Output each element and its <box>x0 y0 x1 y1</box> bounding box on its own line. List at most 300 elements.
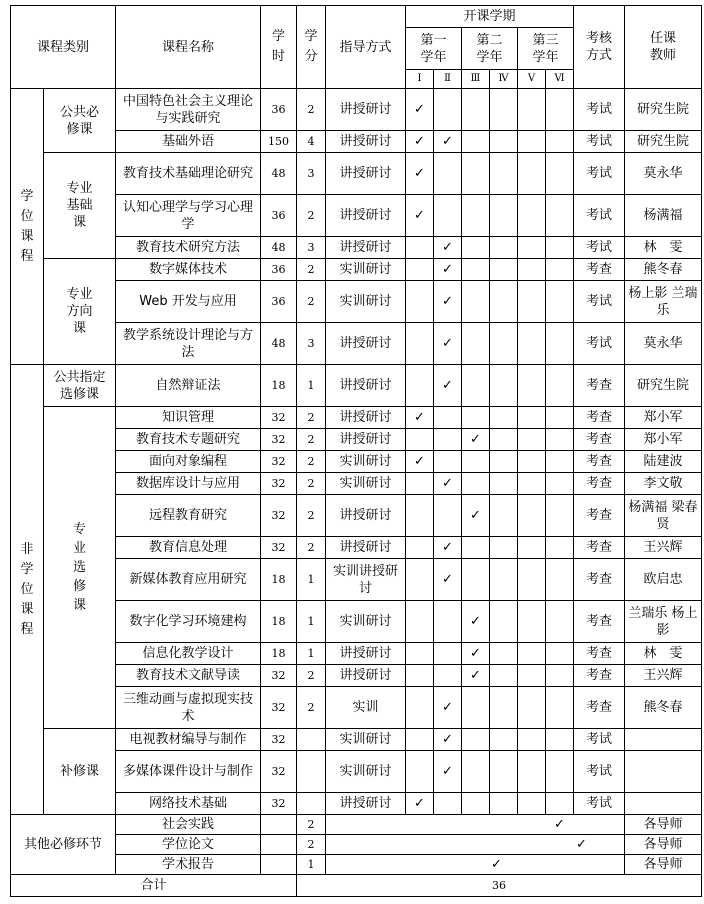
course-teacher: 郑小军 <box>625 429 702 451</box>
semester-mark <box>546 237 574 259</box>
course-hours: 32 <box>261 751 297 793</box>
course-teacher: 郑小军 <box>625 407 702 429</box>
course-exam: 考试 <box>574 729 625 751</box>
semester-mark: ✓ <box>462 665 490 687</box>
semester-mark <box>546 195 574 237</box>
header-teacher: 任课教师 <box>625 6 702 89</box>
course-method: 实训研讨 <box>326 601 406 643</box>
course-name: 新媒体教育应用研究 <box>116 559 261 601</box>
group-degree: 学位课程 <box>11 89 44 365</box>
course-teacher <box>625 793 702 815</box>
course-teacher: 莫永华 <box>625 323 702 365</box>
course-teacher: 莫永华 <box>625 153 702 195</box>
semester-mark <box>462 559 490 601</box>
course-method: 实训研讨 <box>326 259 406 281</box>
header-year1: 第一学年 <box>406 28 462 70</box>
semester-mark <box>490 131 518 153</box>
semester-mark: ✓ <box>462 643 490 665</box>
course-credits: 2 <box>297 429 326 451</box>
other-credits: 2 <box>297 815 326 835</box>
sub-public-required: 公共必修课 <box>44 89 116 153</box>
semester-mark <box>546 131 574 153</box>
semester-mark <box>434 89 462 131</box>
table-row <box>11 815 702 835</box>
semester-mark <box>490 429 518 451</box>
course-name: 教学系统设计理论与方法 <box>116 323 261 365</box>
semester-mark <box>434 407 462 429</box>
course-hours: 18 <box>261 365 297 407</box>
semester-mark: ✓ <box>434 473 462 495</box>
semester-mark <box>546 495 574 537</box>
course-exam: 考试 <box>574 153 625 195</box>
semester-mark: ✓ <box>434 259 462 281</box>
course-teacher: 林 雯 <box>625 643 702 665</box>
semester-mark: ✓ <box>434 537 462 559</box>
semester-mark <box>434 601 462 643</box>
semester-mark <box>462 131 490 153</box>
course-exam: 考查 <box>574 429 625 451</box>
course-name: 中国特色社会主义理论与实践研究 <box>116 89 261 131</box>
semester-mark: ✓ <box>434 281 462 323</box>
semester-mark: ✓ <box>434 131 462 153</box>
semester-mark <box>518 195 546 237</box>
table-row <box>11 89 702 131</box>
course-teacher: 王兴辉 <box>625 665 702 687</box>
course-method: 讲授研讨 <box>326 407 406 429</box>
semester-mark <box>406 429 434 451</box>
semester-mark <box>434 665 462 687</box>
semester-mark <box>434 643 462 665</box>
header-name: 课程名称 <box>116 6 261 89</box>
semester-mark <box>462 195 490 237</box>
course-hours: 48 <box>261 153 297 195</box>
semester-mark <box>406 473 434 495</box>
semester-mark <box>406 537 434 559</box>
semester-mark <box>462 323 490 365</box>
semester-mark <box>518 237 546 259</box>
semester-mark: ✓ <box>462 495 490 537</box>
semester-mark <box>518 131 546 153</box>
group-other: 其他必修环节 <box>11 815 116 875</box>
course-credits: 2 <box>297 195 326 237</box>
semester-mark <box>462 365 490 407</box>
semester-mark <box>406 495 434 537</box>
course-credits: 2 <box>297 473 326 495</box>
semester-mark: ✓ <box>434 729 462 751</box>
header-method: 指导方式 <box>326 6 406 89</box>
semester-mark <box>518 793 546 815</box>
semester-mark <box>406 365 434 407</box>
course-credits: 2 <box>297 407 326 429</box>
other-semester-mark: ✓ <box>326 815 625 835</box>
other-credits: 2 <box>297 835 326 855</box>
semester-mark: ✓ <box>406 451 434 473</box>
course-hours: 150 <box>261 131 297 153</box>
course-credits: 2 <box>297 665 326 687</box>
header-sem-2: Ⅱ <box>434 70 462 89</box>
course-teacher: 王兴辉 <box>625 537 702 559</box>
semester-mark <box>546 559 574 601</box>
course-name: Web 开发与应用 <box>116 281 261 323</box>
semester-mark <box>518 559 546 601</box>
course-name: 面向对象编程 <box>116 451 261 473</box>
course-exam: 考试 <box>574 131 625 153</box>
semester-mark <box>490 365 518 407</box>
semester-mark <box>462 259 490 281</box>
course-method: 实训研讨 <box>326 751 406 793</box>
semester-mark <box>462 537 490 559</box>
semester-mark <box>546 281 574 323</box>
semester-mark <box>546 365 574 407</box>
course-exam: 考查 <box>574 665 625 687</box>
course-hours: 36 <box>261 281 297 323</box>
course-exam: 考查 <box>574 473 625 495</box>
semester-mark <box>518 537 546 559</box>
semester-mark <box>518 281 546 323</box>
header-sem-1: Ⅰ <box>406 70 434 89</box>
semester-mark <box>406 323 434 365</box>
semester-mark <box>518 751 546 793</box>
semester-mark: ✓ <box>406 793 434 815</box>
course-name: 基础外语 <box>116 131 261 153</box>
course-teacher: 兰瑞乐 杨上影 <box>625 601 702 643</box>
course-teacher <box>625 751 702 793</box>
course-method: 实训研讨 <box>326 729 406 751</box>
other-name: 社会实践 <box>116 815 261 835</box>
semester-mark <box>518 643 546 665</box>
course-credits <box>297 793 326 815</box>
semester-mark <box>490 495 518 537</box>
semester-mark <box>518 729 546 751</box>
table-row <box>11 407 702 429</box>
semester-mark <box>434 153 462 195</box>
course-hours: 32 <box>261 665 297 687</box>
semester-mark <box>518 451 546 473</box>
semester-mark <box>518 89 546 131</box>
course-credits: 2 <box>297 495 326 537</box>
semester-mark <box>462 281 490 323</box>
semester-mark <box>490 407 518 429</box>
semester-mark <box>434 793 462 815</box>
semester-mark <box>518 601 546 643</box>
header-semester: 开课学期 <box>406 6 574 28</box>
sub-supplementary: 补修课 <box>44 729 116 815</box>
course-exam: 考查 <box>574 495 625 537</box>
semester-mark: ✓ <box>406 153 434 195</box>
course-name: 自然辩证法 <box>116 365 261 407</box>
header-sem-3: Ⅲ <box>462 70 490 89</box>
semester-mark <box>546 687 574 729</box>
semester-mark <box>490 259 518 281</box>
course-credits: 2 <box>297 687 326 729</box>
course-exam: 考查 <box>574 259 625 281</box>
semester-mark <box>434 451 462 473</box>
course-hours: 32 <box>261 729 297 751</box>
course-hours: 48 <box>261 323 297 365</box>
semester-mark <box>490 195 518 237</box>
course-credits <box>297 751 326 793</box>
semester-mark <box>406 259 434 281</box>
course-credits: 2 <box>297 89 326 131</box>
semester-mark <box>406 729 434 751</box>
course-hours: 32 <box>261 793 297 815</box>
semester-mark <box>490 237 518 259</box>
semester-mark <box>490 751 518 793</box>
semester-mark: ✓ <box>434 365 462 407</box>
course-exam: 考查 <box>574 601 625 643</box>
course-credits: 2 <box>297 281 326 323</box>
semester-mark <box>546 259 574 281</box>
semester-mark <box>434 495 462 537</box>
semester-mark: ✓ <box>462 429 490 451</box>
course-hours: 32 <box>261 687 297 729</box>
semester-mark <box>546 793 574 815</box>
semester-mark <box>490 793 518 815</box>
course-method: 讲授研讨 <box>326 365 406 407</box>
other-hours <box>261 815 297 835</box>
other-name: 学位论文 <box>116 835 261 855</box>
semester-mark: ✓ <box>406 407 434 429</box>
semester-mark <box>546 537 574 559</box>
course-name: 教育技术专题研究 <box>116 429 261 451</box>
semester-mark: ✓ <box>434 687 462 729</box>
header-sem-5: Ⅴ <box>518 70 546 89</box>
semester-mark <box>518 495 546 537</box>
course-exam: 考试 <box>574 751 625 793</box>
course-method: 讲授研讨 <box>326 495 406 537</box>
semester-mark <box>434 195 462 237</box>
course-name: 网络技术基础 <box>116 793 261 815</box>
other-name: 学术报告 <box>116 855 261 875</box>
semester-mark <box>462 237 490 259</box>
course-teacher: 杨满福 <box>625 195 702 237</box>
course-credits: 3 <box>297 237 326 259</box>
course-credits: 4 <box>297 131 326 153</box>
course-method: 讲授研讨 <box>326 323 406 365</box>
semester-mark <box>406 665 434 687</box>
semester-mark <box>462 751 490 793</box>
semester-mark <box>546 89 574 131</box>
semester-mark <box>546 601 574 643</box>
semester-mark: ✓ <box>434 751 462 793</box>
course-credits: 2 <box>297 259 326 281</box>
total-value: 36 <box>297 875 702 897</box>
course-hours: 36 <box>261 89 297 131</box>
semester-mark <box>406 237 434 259</box>
semester-mark <box>518 365 546 407</box>
semester-mark <box>546 153 574 195</box>
course-teacher: 林 雯 <box>625 237 702 259</box>
other-hours <box>261 835 297 855</box>
header-sem-4: Ⅳ <box>490 70 518 89</box>
other-semester-mark: ✓ <box>326 855 625 875</box>
course-method: 讲授研讨 <box>326 429 406 451</box>
course-teacher <box>625 729 702 751</box>
semester-mark: ✓ <box>434 559 462 601</box>
semester-mark: ✓ <box>434 237 462 259</box>
semester-mark <box>518 153 546 195</box>
course-name: 教育技术文献导读 <box>116 665 261 687</box>
table-row <box>11 259 702 281</box>
course-name: 数据库设计与应用 <box>116 473 261 495</box>
course-name: 电视教材编导与制作 <box>116 729 261 751</box>
total-label: 合计 <box>11 875 297 897</box>
course-credits <box>297 729 326 751</box>
semester-mark <box>406 643 434 665</box>
other-teacher: 各导师 <box>625 815 702 835</box>
course-teacher: 陆建波 <box>625 451 702 473</box>
semester-mark: ✓ <box>434 323 462 365</box>
course-name: 信息化教学设计 <box>116 643 261 665</box>
semester-mark <box>546 407 574 429</box>
semester-mark <box>490 537 518 559</box>
semester-mark <box>462 153 490 195</box>
course-teacher: 研究生院 <box>625 89 702 131</box>
course-credits: 1 <box>297 601 326 643</box>
course-teacher: 研究生院 <box>625 131 702 153</box>
course-method: 讲授研讨 <box>326 89 406 131</box>
course-method: 讲授研讨 <box>326 153 406 195</box>
course-exam: 考试 <box>574 237 625 259</box>
semester-mark <box>490 559 518 601</box>
course-hours: 18 <box>261 559 297 601</box>
semester-mark <box>518 665 546 687</box>
semester-mark <box>490 89 518 131</box>
course-credits: 2 <box>297 537 326 559</box>
course-exam: 考试 <box>574 793 625 815</box>
course-method: 实训研讨 <box>326 281 406 323</box>
sub-major-elective: 专业选修课 <box>44 407 116 729</box>
sub-major-basic: 专业基础课 <box>44 153 116 259</box>
semester-mark <box>518 323 546 365</box>
other-hours <box>261 855 297 875</box>
sub-public-elective: 公共指定选修课 <box>44 365 116 407</box>
course-exam: 考查 <box>574 643 625 665</box>
semester-mark <box>406 687 434 729</box>
semester-mark <box>406 281 434 323</box>
course-hours: 48 <box>261 237 297 259</box>
semester-mark <box>406 751 434 793</box>
course-name: 教育信息处理 <box>116 537 261 559</box>
course-hours: 32 <box>261 429 297 451</box>
course-name: 教育技术基础理论研究 <box>116 153 261 195</box>
course-hours: 36 <box>261 259 297 281</box>
course-method: 讲授研讨 <box>326 237 406 259</box>
course-teacher: 熊冬春 <box>625 687 702 729</box>
course-name: 数字化学习环境建构 <box>116 601 261 643</box>
course-name: 多媒体课件设计与制作 <box>116 751 261 793</box>
semester-mark <box>546 751 574 793</box>
course-method: 讲授研讨 <box>326 643 406 665</box>
header-exam: 考核方式 <box>574 6 625 89</box>
course-hours: 18 <box>261 601 297 643</box>
other-semester-mark: ✓ <box>326 835 625 855</box>
semester-mark <box>462 687 490 729</box>
semester-mark <box>490 643 518 665</box>
course-method: 实训研讨 <box>326 473 406 495</box>
course-name: 认知心理学与学习心理学 <box>116 195 261 237</box>
sub-major-direction: 专业方向课 <box>44 259 116 365</box>
course-exam: 考查 <box>574 451 625 473</box>
semester-mark <box>490 323 518 365</box>
course-teacher: 欧启忠 <box>625 559 702 601</box>
semester-mark <box>406 559 434 601</box>
course-credits: 3 <box>297 323 326 365</box>
course-credits: 1 <box>297 365 326 407</box>
other-teacher: 各导师 <box>625 835 702 855</box>
semester-mark <box>406 601 434 643</box>
course-exam: 考查 <box>574 537 625 559</box>
semester-mark <box>490 451 518 473</box>
course-name: 教育技术研究方法 <box>116 237 261 259</box>
course-method: 实训 <box>326 687 406 729</box>
semester-mark <box>490 601 518 643</box>
semester-mark: ✓ <box>462 601 490 643</box>
course-method: 讲授研讨 <box>326 195 406 237</box>
course-hours: 32 <box>261 407 297 429</box>
header-year3: 第三学年 <box>518 28 574 70</box>
semester-mark <box>518 407 546 429</box>
semester-mark <box>546 429 574 451</box>
semester-mark <box>462 729 490 751</box>
course-credits: 1 <box>297 559 326 601</box>
course-method: 讲授研讨 <box>326 665 406 687</box>
semester-mark <box>490 665 518 687</box>
course-teacher: 研究生院 <box>625 365 702 407</box>
table-row <box>11 153 702 195</box>
group-nondegree: 非学位课程 <box>11 365 44 815</box>
semester-mark <box>518 429 546 451</box>
other-credits: 1 <box>297 855 326 875</box>
header-credits: 学分 <box>297 6 326 89</box>
semester-mark <box>462 473 490 495</box>
course-name: 数字媒体技术 <box>116 259 261 281</box>
curriculum-table <box>10 5 702 897</box>
semester-mark <box>490 153 518 195</box>
course-hours: 32 <box>261 537 297 559</box>
course-teacher: 李文敬 <box>625 473 702 495</box>
course-method: 实训研讨 <box>326 451 406 473</box>
semester-mark <box>546 473 574 495</box>
course-exam: 考试 <box>574 89 625 131</box>
course-exam: 考试 <box>574 195 625 237</box>
table-row <box>11 729 702 751</box>
course-hours: 32 <box>261 495 297 537</box>
semester-mark <box>546 665 574 687</box>
table-row <box>11 875 702 897</box>
semester-mark <box>462 89 490 131</box>
course-exam: 考查 <box>574 407 625 429</box>
course-hours: 32 <box>261 473 297 495</box>
course-teacher: 杨满福 梁春贤 <box>625 495 702 537</box>
semester-mark <box>490 281 518 323</box>
course-credits: 2 <box>297 451 326 473</box>
course-method: 讲授研讨 <box>326 793 406 815</box>
course-exam: 考查 <box>574 559 625 601</box>
semester-mark: ✓ <box>406 89 434 131</box>
course-credits: 3 <box>297 153 326 195</box>
other-teacher: 各导师 <box>625 855 702 875</box>
semester-mark <box>462 793 490 815</box>
course-method: 实训讲授研讨 <box>326 559 406 601</box>
semester-mark <box>462 407 490 429</box>
semester-mark <box>490 473 518 495</box>
semester-mark: ✓ <box>406 131 434 153</box>
semester-mark <box>518 259 546 281</box>
course-exam: 考查 <box>574 365 625 407</box>
semester-mark <box>518 473 546 495</box>
header-sem-6: Ⅵ <box>546 70 574 89</box>
